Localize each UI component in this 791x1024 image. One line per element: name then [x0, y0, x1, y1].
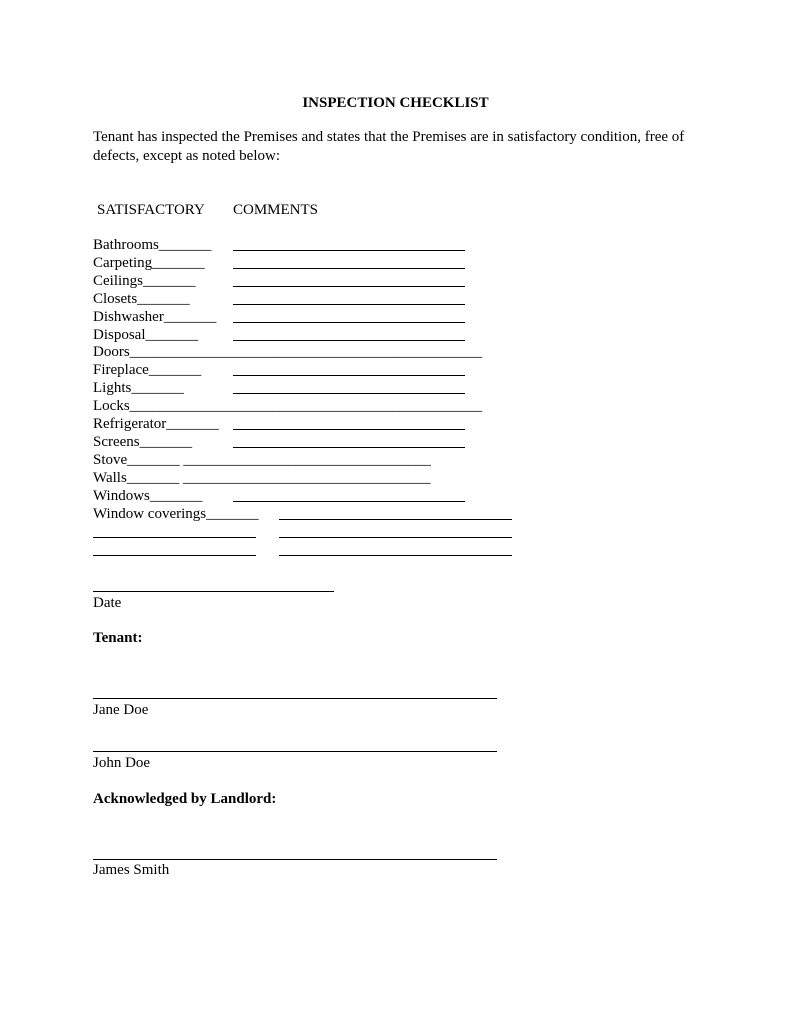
comments-header: COMMENTS	[233, 202, 319, 218]
landlord-name: James Smith	[93, 862, 170, 878]
comment-line-windows[interactable]	[233, 501, 465, 502]
checklist-item-dishwasher: Dishwasher_______	[93, 309, 217, 325]
checklist-item-fireplace: Fireplace_______	[93, 362, 202, 378]
comment-line-window-coverings[interactable]	[279, 519, 512, 520]
comment-line-closets[interactable]	[233, 304, 465, 305]
date-label: Date	[93, 595, 122, 611]
blank-item-line[interactable]	[93, 555, 256, 556]
checklist-item-refrigerator: Refrigerator_______	[93, 416, 219, 432]
blank-comment-line[interactable]	[279, 555, 512, 556]
tenant-signature-line[interactable]	[93, 698, 497, 699]
checklist-item-window-coverings: Window coverings_______	[93, 506, 259, 522]
comment-line-lights[interactable]	[233, 393, 465, 394]
checklist-item-bathrooms: Bathrooms_______	[93, 237, 212, 253]
checklist-item-ceilings: Ceilings_______	[93, 273, 196, 289]
landlord-heading: Acknowledged by Landlord:	[93, 791, 277, 807]
tenant-name-1: Jane Doe	[93, 702, 149, 718]
tenant-heading: Tenant:	[93, 630, 143, 646]
satisfactory-header: SATISFACTORY	[97, 202, 205, 218]
comment-line-screens[interactable]	[233, 447, 465, 448]
comment-line-bathrooms[interactable]	[233, 250, 465, 251]
comment-line-disposal[interactable]	[233, 340, 465, 341]
comment-line-ceilings[interactable]	[233, 286, 465, 287]
checklist-item-screens: Screens_______	[93, 434, 193, 450]
tenant-signature-line[interactable]	[93, 751, 497, 752]
checklist-item-closets: Closets_______	[93, 291, 190, 307]
checklist-item-stove: Stove_______ _________________________________	[93, 452, 431, 468]
comment-line-dishwasher[interactable]	[233, 322, 465, 323]
comment-line-fireplace[interactable]	[233, 375, 465, 376]
landlord-signature-line[interactable]	[93, 859, 497, 860]
checklist-item-disposal: Disposal_______	[93, 327, 198, 343]
checklist-item-locks: Locks_______________________________________________	[93, 398, 483, 414]
checklist-item-walls: Walls_______ _________________________________	[93, 470, 431, 486]
comment-line-carpeting[interactable]	[233, 268, 465, 269]
document-title: INSPECTION CHECKLIST	[302, 95, 489, 111]
checklist-item-lights: Lights_______	[93, 380, 184, 396]
blank-item-line[interactable]	[93, 537, 256, 538]
intro-paragraph: Tenant has inspected the Premises and states that the Premises are in satisfactory condition, free of defects, except as noted below:	[93, 129, 685, 164]
blank-comment-line[interactable]	[279, 537, 512, 538]
checklist-item-carpeting: Carpeting_______	[93, 255, 205, 271]
date-line[interactable]	[93, 591, 334, 592]
tenant-name-2: John Doe	[93, 755, 151, 771]
checklist-item-windows: Windows_______	[93, 488, 203, 504]
comment-line-refrigerator[interactable]	[233, 429, 465, 430]
checklist-item-doors: Doors_______________________________________________	[93, 344, 483, 360]
